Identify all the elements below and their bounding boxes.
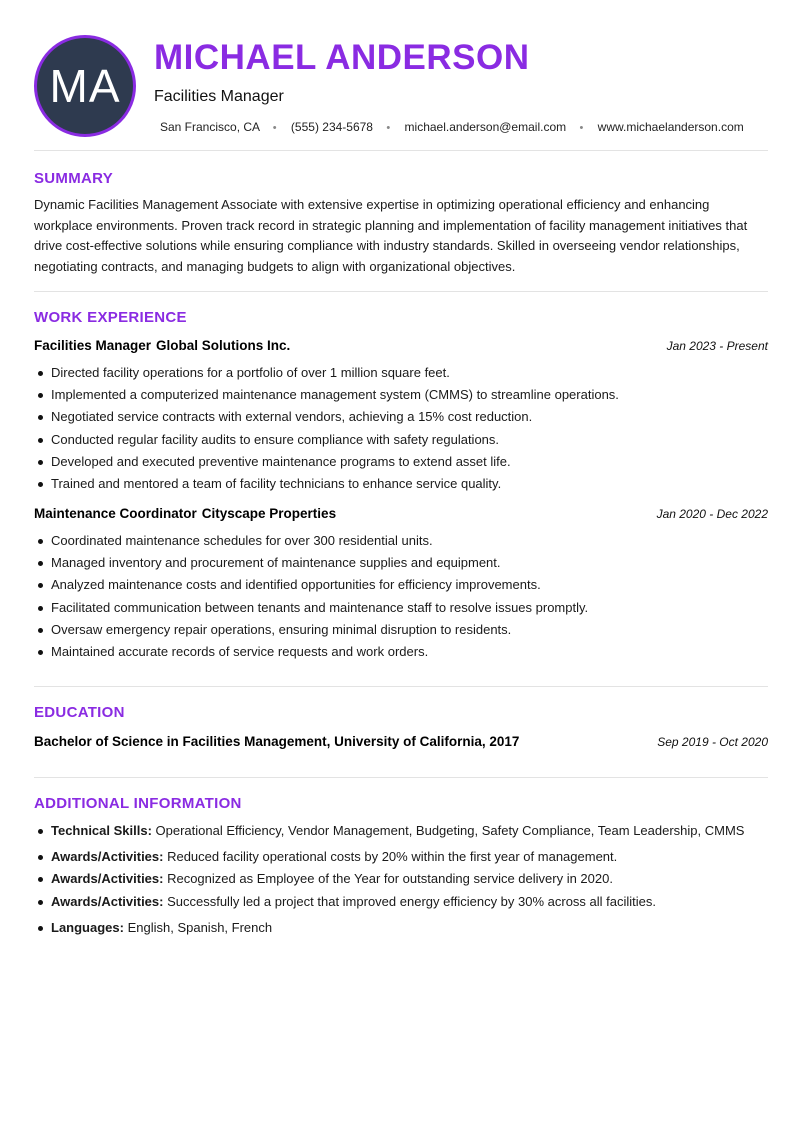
contact-location: San Francisco, CA — [160, 120, 260, 134]
divider — [34, 686, 768, 687]
job-bullets — [34, 530, 768, 663]
list-item: Implemented a computerized maintenance management system (CMMS) to streamline operations. — [34, 384, 768, 406]
divider — [34, 777, 768, 778]
experience-section — [34, 309, 768, 660]
job-header — [34, 506, 768, 526]
list-item: Conducted regular facility audits to ensure compliance with safety regulations. — [34, 429, 768, 451]
job-dates: Jan 2023 - Present — [666, 339, 768, 353]
divider — [34, 291, 768, 292]
contact-line — [160, 120, 744, 134]
item-label: Awards/Activities: — [51, 871, 164, 887]
avatar: MA — [34, 35, 136, 137]
item-label: Technical Skills: — [51, 823, 152, 838]
list-item: Developed and executed preventive maintenance programs to extend asset life. — [34, 451, 768, 473]
item-label: Awards/Activities: — [51, 893, 164, 909]
summary-section — [34, 170, 768, 277]
section-title-summary: SUMMARY — [34, 170, 114, 187]
list-item: Facilitated communication between tenants and maintenance staff to resolve issues promptly. — [34, 597, 768, 619]
job-bullets — [34, 362, 768, 495]
education-section — [34, 704, 768, 754]
list-item: Analyzed maintenance costs and identified opportunities for efficiency improvements. — [34, 574, 768, 596]
job-entry — [34, 506, 768, 663]
list-item: Oversaw emergency repair operations, ensuring minimal disruption to residents. — [34, 619, 768, 641]
education-degree: Bachelor of Science in Facilities Management, University of California, 2017 — [34, 734, 520, 749]
item-text: Operational Efficiency, Vendor Management, Budgeting, Safety Compliance, Team Leadership, CMMS — [151, 823, 745, 838]
bullet-separator-icon: • — [579, 122, 584, 134]
contact-email[interactable]: michael.anderson@email.com — [404, 120, 567, 134]
item-label: Languages: — [51, 919, 124, 935]
summary-text: Dynamic Facilities Management Associate with extensive expertise in optimizing operational efficiency and enhancing workplace environments. Proven track record in strategic planning and implementation of facility management initiatives that drive cost-effective solutions while ensuring compliance with industry standards. Skilled in overseeing vendor relationships, negotiating contracts, and managing budgets to align with organizational objectives. — [34, 197, 748, 274]
item-text: Successfully led a project that improved energy efficiency by 30% across all facilities. — [163, 893, 657, 909]
bullet-separator-icon: • — [386, 122, 391, 134]
job-header — [34, 338, 768, 358]
job-entry — [34, 338, 768, 495]
section-title-additional: ADDITIONAL INFORMATION — [34, 795, 242, 812]
item-text: Recognized as Employee of the Year for outstanding service delivery in 2020. — [163, 871, 613, 887]
item-text: Reduced facility operational costs by 20% within the first year of management. — [163, 849, 618, 865]
bullet-separator-icon: • — [272, 122, 277, 134]
list-item: Managed inventory and procurement of maintenance supplies and equipment. — [34, 552, 768, 574]
additional-section — [34, 795, 768, 939]
job-position: Facilities Manager — [34, 338, 152, 353]
list-item: Negotiated service contracts with external vendors, achieving a 15% cost reduction. — [34, 406, 768, 428]
section-title-education: EDUCATION — [34, 704, 125, 721]
job-title: Facilities Manager — [154, 88, 284, 105]
job-dates: Jan 2020 - Dec 2022 — [656, 507, 768, 521]
contact-website[interactable]: www.michaelanderson.com — [597, 120, 744, 134]
education-entry — [34, 734, 768, 754]
list-item — [34, 868, 768, 890]
item-label: Awards/Activities: — [51, 849, 164, 865]
list-item: Trained and mentored a team of facility technicians to enhance service quality. — [34, 473, 768, 495]
list-item — [34, 846, 768, 868]
education-dates: Sep 2019 - Oct 2020 — [657, 735, 768, 749]
list-item — [34, 820, 768, 842]
job-company: Cityscape Properties — [201, 506, 337, 521]
list-item — [34, 917, 768, 939]
item-text: English, Spanish, French — [123, 919, 273, 935]
contact-phone: (555) 234-5678 — [290, 120, 373, 134]
list-item — [34, 891, 768, 913]
divider — [34, 150, 768, 151]
list-item: Maintained accurate records of service requests and work orders. — [34, 641, 768, 663]
list-item: Coordinated maintenance schedules for over 300 residential units. — [34, 530, 768, 552]
candidate-name: MICHAEL ANDERSON — [154, 38, 530, 77]
job-position: Maintenance Coordinator — [34, 506, 197, 521]
list-item: Directed facility operations for a portfolio of over 1 million square feet. — [34, 362, 768, 384]
section-title-experience: WORK EXPERIENCE — [34, 309, 187, 326]
resume-header — [34, 33, 768, 137]
additional-list — [34, 820, 768, 939]
job-company: Global Solutions Inc. — [156, 338, 291, 353]
